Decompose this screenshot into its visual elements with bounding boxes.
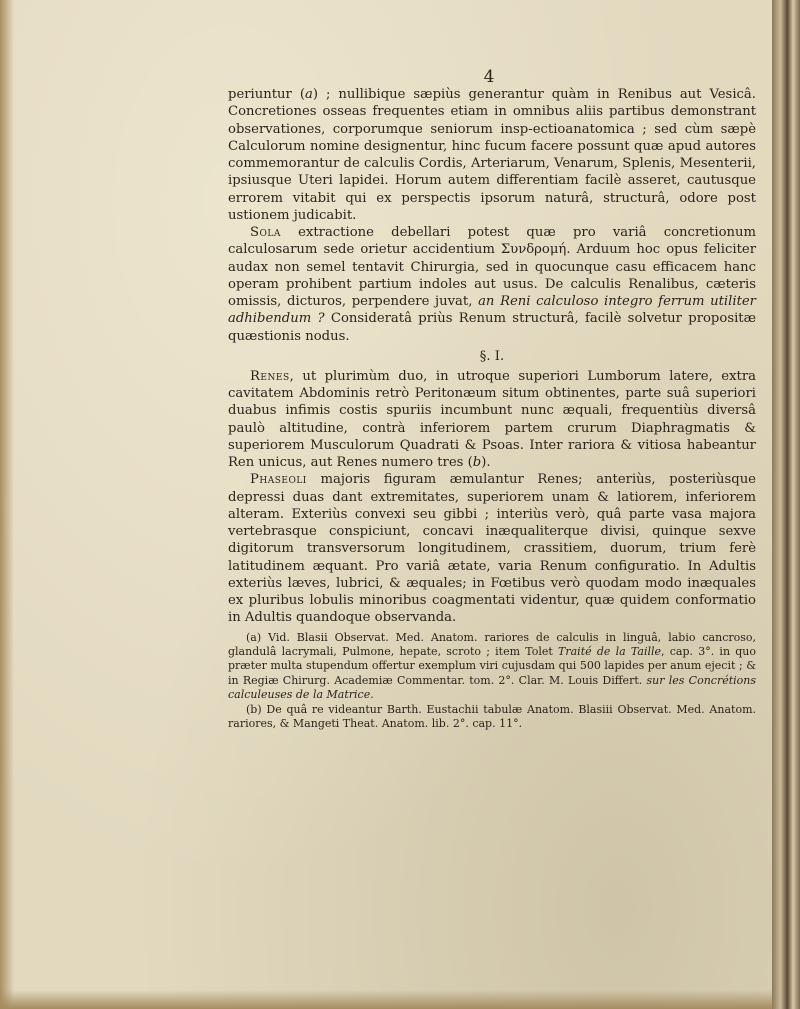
footnote-a-marker: (a)	[246, 630, 262, 644]
paragraph-2-lead: Sola	[250, 225, 281, 240]
paragraph-1: periuntur (a) ; nullibique sæpiùs generantur quàm in Renibus aut Vesicâ. Concretiones osseas frequentes etiam in omnibus aliis partibus demonstrant observationes, corporumque seniorum insp-ectioanatomica ; sed cùm sæpè Calculorum nomine designentur, hinc fucum facere possunt quæ apud autores commemorantur de calculis Cordis, Arteriarum, Venarum, Splenis, Mesenterii, ipsiusque Uteri lapidei. Horum autem differentiam facilè asseret, cautusque errorem vitabit qui ex perspectis ipsorum naturâ, structurâ, odore post ustionem judicabit.	[228, 87, 756, 223]
note-ref-a: a	[304, 87, 313, 102]
note-ref-b: b	[472, 455, 482, 470]
section-heading: §. I.	[479, 348, 505, 364]
footnote-b: (b) De quâ re videantur Barth. Eustachii tabulæ Anatom. Blasiii Observat. Med. Anatom. rariores, & Mangeti Theat. Anatom. lib. 2°. cap. 11°.	[228, 702, 756, 730]
paragraph-2-question: an Reni calculoso integro ferrum utiliter adhibendum ?	[228, 294, 756, 327]
paragraph-3-lead: Renes	[250, 368, 290, 384]
page-number: 4	[483, 67, 495, 87]
book-spine	[772, 0, 800, 1009]
paragraph-4-lead: Phaseoli	[250, 472, 307, 488]
paragraph-3: Renes, ut plurimùm duo, in utroque superiori Lumborum latere, extra cavitatem Abdominis retrò Peritonæum situm obtinentes, parte suâ superiori duabus infimis costis spuriis incumbunt nunc æquali, frequentiùs diversâ paulò altitudine, contrà inferiorem partem crurum Diaphragmatis & superiorem Musculorum Quadrati & Psoas. Inter rariora & vitiosa habeantur Ren unicus, aut Renes numero tres (b).	[228, 368, 756, 470]
paragraph-4: Phaseoli majoris figuram æmulantur Renes; anteriùs, posteriùsque depressi duas dant extremitates, superiorem unam & latiorem, inferiorem alteram. Exteriùs convexi seu gibbi ; interiùs verò, quâ parte vasa majora vertebrasque conspiciunt, concavi inæqualiterque divisi, quinque sexve digitorum transversorum longitudinem, crassitiem, duorum, trium ferè latitudinem æquant. Pro variâ ætate, varia Renum configuratio. In Adultis exteriùs læves, lubrici, & æquales; in Fœtibus verò quodam modo inæquales ex pluribus lobulis minoribus coagmentati videntur, quæ quidem conformatio in Adultis quandoque observanda.	[228, 472, 756, 626]
text-block	[228, 67, 757, 731]
paragraph-2: Sola extractione debellari potest quæ pro variâ concretionum calculosarum sede orietur accidentium Συνδρομή. Arduum hoc opus feliciter audax non semel tentavit Chirurgia, sed in quocunque casu efficacem hanc operam prohibent partium indoles aut usus. De calculis Renalibus, cæteris omissis, dicturos, perpendere juvat, an Reni calculoso integro ferrum utiliter adhibendum ? Consideratâ priùs Renum structurâ, facilè solvetur propositæ quæstionis nodus.	[228, 225, 756, 344]
footnotes	[228, 631, 756, 732]
page-gutter-shadow	[0, 0, 14, 1009]
footnote-a: (a) Vid. Blasii Observat. Med. Anatom. rariores de calculis in linguâ, labio cancroso, glandulâ lacrymali, Pulmone, hepate, scroto ; item Tolet Traité de la Taille, cap. 3°. in quo præter multa stupendum offertur exemplum viri cujusdam qui 500 lapides per anum ejecit ; & in Regiæ Chirurg. Academiæ Commentar. tom. 2°. Clar. M. Louis Differt. sur les Concrétions calculeuses de la Matrice.	[228, 630, 757, 702]
page-bottom-edge	[0, 990, 772, 1009]
footnote-b-marker: (b)	[246, 702, 262, 716]
